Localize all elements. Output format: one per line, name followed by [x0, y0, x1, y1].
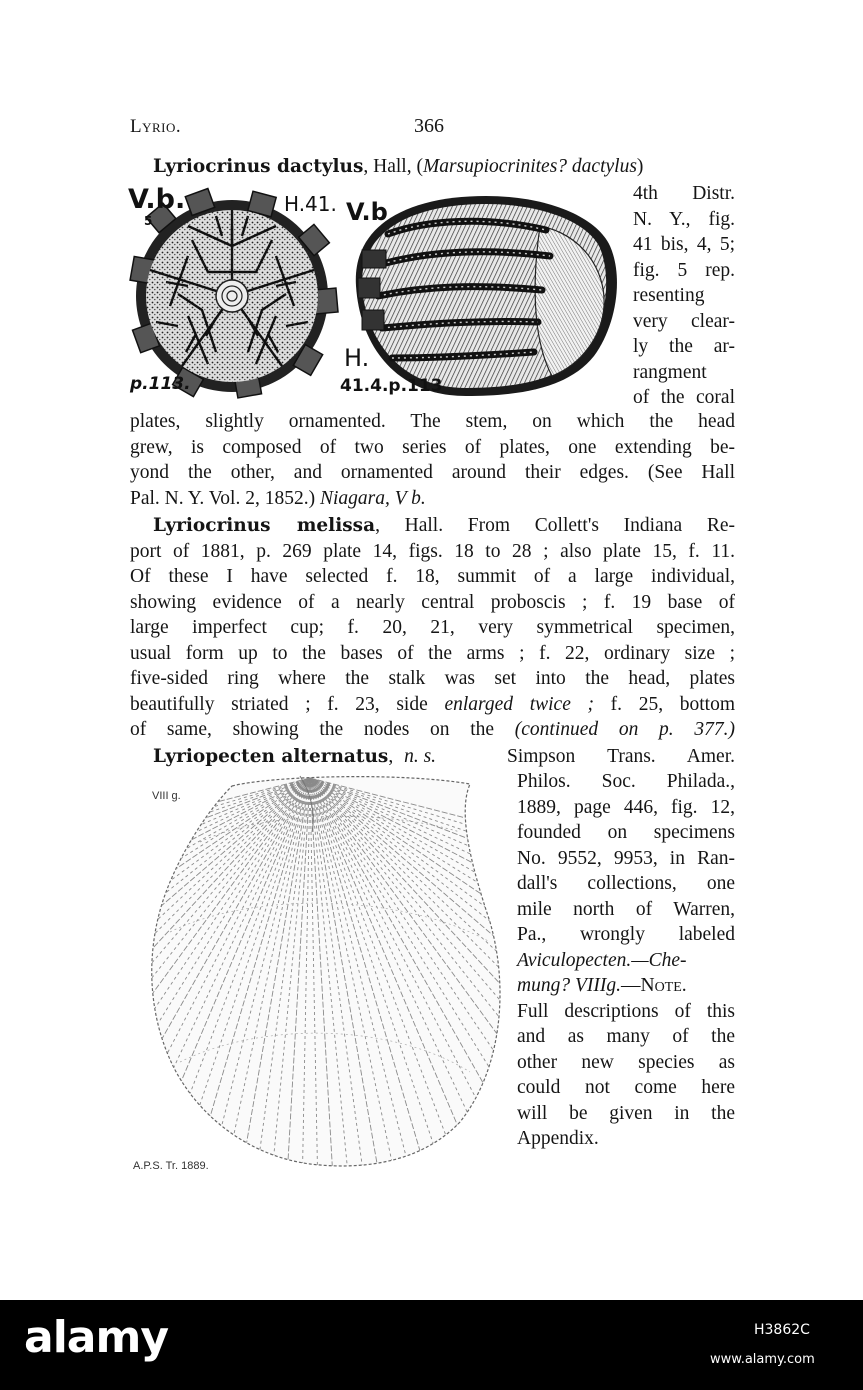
entry1-synonym: Marsupiocrinites? dactylus	[422, 156, 637, 177]
entry3-end-line: will be given in the	[517, 1102, 735, 1124]
entry1-last-line	[130, 486, 735, 512]
entry1-side-line: resenting	[633, 285, 705, 306]
entry3-side-line: Pa., wrongly labeled	[517, 924, 735, 945]
crinoid-side-view	[356, 196, 617, 396]
entry1-side-line: rangment	[633, 361, 707, 383]
entry3-note-label: —Note.	[620, 975, 687, 996]
entry1-close-paren: )	[636, 156, 644, 177]
crinoid-top-view	[130, 188, 338, 397]
entry3-end-line: Full descriptions of this	[517, 1000, 735, 1022]
entry3-end-line: Appendix.	[517, 1128, 599, 1149]
entry1-line: plates, slightly ornamented. The stem, on which the head	[130, 411, 735, 432]
entry1-side-column	[633, 181, 735, 411]
entry1-side-line: fig. 5 rep.	[633, 259, 735, 281]
image-id: H3862C	[754, 1322, 810, 1338]
fig1-label-h41: H.41.	[284, 192, 337, 216]
entry2-title: Lyriocrinus melissa	[153, 515, 376, 536]
entry1-line: yond the other, and ornamented around their edges. (See Hall	[130, 462, 735, 483]
entry1-side-line: N. Y., fig.	[633, 208, 735, 230]
entry3-title-after	[507, 744, 735, 770]
entry2-line: large imperfect cup; f. 20, 21, very symmetrical specimen,	[130, 617, 735, 638]
fig1-label-vb-left: V.b.	[128, 184, 186, 215]
entry1-title-rest: , Hall, (	[363, 156, 423, 177]
entry1-line: grew, is composed of two series of plates, one extending be-	[130, 436, 735, 458]
fig1-label-vb-right: V.b	[346, 198, 388, 226]
entry3-title-comma: ,	[388, 746, 394, 767]
fig1-label-5: 5	[144, 214, 153, 228]
entry2-line-a-end: f. 25, bottom	[594, 693, 736, 715]
site-url: www.alamy.com	[710, 1352, 815, 1367]
entry2-line: Of these I have selected f. 18, summit of a large individual,	[130, 566, 735, 587]
entry2-title-line	[130, 513, 735, 539]
entry1-title: Lyriocrinus dactylus	[153, 156, 364, 177]
entry3-note-line	[517, 973, 735, 999]
entry3-side-column	[517, 769, 735, 1152]
entry2-line: port of 1881, p. 269 plate 14, figs. 18 to 28 ; also plate 15, f. 11.	[130, 540, 735, 562]
entry3-side-line: mile north of Warren,	[517, 898, 735, 920]
entry2-line-italic-b	[130, 717, 735, 743]
running-head: Lyrio.	[130, 116, 182, 137]
entry1-side-line: 4th Distr.	[633, 183, 735, 204]
entry1-side-line: of the coral	[633, 387, 735, 408]
entry2-body	[130, 513, 735, 743]
brand-logo: alamy	[24, 1312, 168, 1363]
entry3-side-line: founded on specimens	[517, 822, 735, 843]
entry1-side-line: ly the ar-	[633, 336, 735, 357]
entry1-last-line-start: Pal. N. Y. Vol. 2, 1852.)	[130, 487, 320, 509]
entry2-line-a-start: beautifully striated ; f. 23, side	[130, 693, 445, 715]
entry3-citation-start: Simpson Trans. Amer.	[507, 746, 735, 767]
entry3-side-line: Philos. Soc. Philada.,	[517, 771, 735, 792]
entry2-continued-note: (continued on p. 377.)	[514, 719, 735, 740]
entry3-title: Lyriopecten alternatus	[153, 746, 389, 767]
fig1-label-p113-left: p.113.	[130, 374, 191, 394]
fig2-caption: A.P.S. Tr. 1889.	[133, 1160, 209, 1172]
entry3-end-line: other new species as	[517, 1051, 735, 1073]
entry1-side-line: very clear-	[633, 310, 735, 332]
entry3-title-line	[153, 744, 436, 770]
fig1-label-h: H.	[344, 344, 370, 372]
watermark-footer	[0, 1300, 863, 1390]
entry3-side-line: No. 9552, 9953, in Ran-	[517, 847, 735, 869]
entry3-end-line: could not come here	[517, 1077, 735, 1098]
entry2-line: five-sided ring where the stalk was set into the head, plates	[130, 668, 735, 689]
entry2-line-italic-a	[130, 692, 735, 718]
fig1-label-414-p113: 41.4.p.113	[340, 376, 443, 396]
entry2-line: usual form up to the bases of the arms ; f. 22, ordinary size ;	[130, 642, 735, 664]
entry2-line-b-start: of same, showing the nodes on the	[130, 719, 515, 740]
entry3-horizon: mung? VIIIg.	[517, 975, 621, 996]
entry1-body	[130, 409, 735, 511]
entry1-title-line	[153, 154, 643, 180]
entry2-title-rest: , Hall. From Collett's Indiana Re-	[375, 515, 735, 536]
page-number: 366	[414, 115, 444, 137]
entry3-italic-line: Aviculopecten.—Che-	[517, 949, 687, 971]
entry1-locality: Niagara, V b.	[319, 487, 426, 509]
entry3-end-line: and as many of the	[517, 1026, 735, 1047]
scallop-illustration	[140, 772, 510, 1172]
entry2-line-a-italic: enlarged twice ;	[444, 693, 595, 715]
entry1-side-line: 41 bis, 4, 5;	[633, 234, 735, 255]
entry3-new-species: n. s.	[404, 746, 437, 767]
figure2-scallop-shell	[140, 772, 510, 1172]
entry3-side-line: 1889, page 446, fig. 12,	[517, 796, 735, 818]
fig2-label-viiig: VIII g.	[152, 790, 181, 802]
entry2-line: showing evidence of a nearly central proboscis ; f. 19 base of	[130, 591, 735, 613]
entry3-side-line: dall's collections, one	[517, 873, 735, 894]
